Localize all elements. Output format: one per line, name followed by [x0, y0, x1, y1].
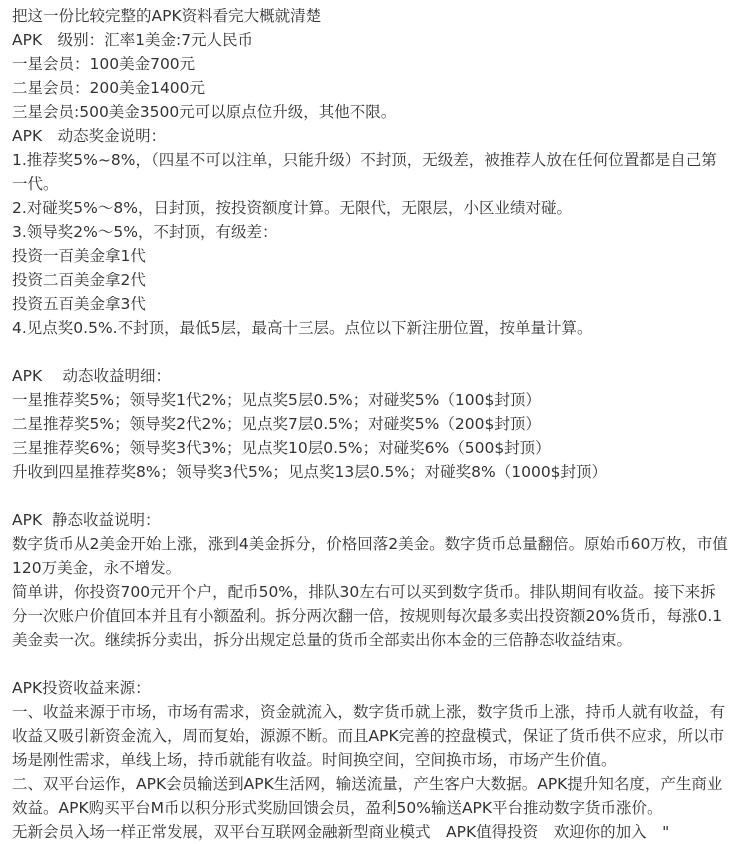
four-star-income-line: 升收到四星推荐奖8%；领导奖3代5%；见点奖13层0.5%；对碰奖8%（1000$封顶） — [12, 463, 608, 481]
level-rate-line: APK 级别：汇率1美金:7元人民币 — [12, 31, 254, 49]
three-star-income-line: 三星推荐奖6%；领导奖3代3%；见点奖10层0.5%；对碰奖6%（500$封顶） — [12, 439, 551, 457]
paragraph-gap — [12, 340, 728, 364]
leadership-tier-3: 投资五百美金拿3代 — [12, 295, 146, 313]
leadership-tier-2: 投资二百美金拿2代 — [12, 271, 146, 289]
dynamic-income-heading: APK 动态收益明细： — [12, 367, 172, 385]
static-income-paragraph-1: 数字货币从2美金开始上涨，涨到4美金拆分，价格回落2美金。数字货币总量翻倍。原始币60万枚，市值120万美金，永不增发。 — [12, 535, 728, 577]
static-income-heading: APK 静态收益说明： — [12, 511, 161, 529]
pairing-bonus-line: 2.对碰奖5%～8%，日封顶，按投资额度计算。无限代，无限层，小区业绩对碰。 — [12, 199, 572, 217]
dynamic-bonus-heading: APK 动态奖金说明： — [12, 127, 167, 145]
one-star-line: 一星会员：100美金700元 — [12, 55, 196, 73]
income-source-paragraph-2: 二、双平台运作，APK会员输送到APK生活网，输送流量，产生客户大数据。APK提升知名度，产生商业效益。APK购买平台M币以积分形式奖励回馈会员，盈利50%输送APK平台推动数字货币涨价。 — [12, 775, 723, 817]
income-source-paragraph-1: 一、收益来源于市场，市场有需求，资金就流入，数字货币就上涨，数字货币上涨，持币人就有收益，有收益又吸引新资金流入，周而复始，源源不断。而且APK完善的控盘模式，保证了货币供不应求，所以市场是刚性需求，单线上场，持币就能有收益。时间换空间，空间换市场，市场产生价值。 — [12, 703, 726, 769]
paragraph-gap — [12, 652, 728, 676]
one-star-income-line: 一星推荐奖5%；领导奖1代2%；见点奖5层0.5%；对碰奖5%（100$封顶） — [12, 391, 541, 409]
leadership-tier-1: 投资一百美金拿1代 — [12, 247, 146, 265]
referral-bonus-line: 1.推荐奖5%~8%，（四星不可以注单，只能升级）不封顶，无级差，被推荐人放在任何位置都是自己第一代。 — [12, 151, 717, 193]
three-star-line: 三星会员:500美金3500元可以原点位升级，其他不限。 — [12, 103, 397, 121]
income-source-heading: APK投资收益来源： — [12, 679, 151, 697]
paragraph-gap — [12, 484, 728, 508]
leadership-bonus-line: 3.领导奖2%～5%，不封顶，有级差： — [12, 223, 278, 241]
closing-line: 无新会员入场一样正常发展，双平台互联网金融新型商业模式 APK值得投资 欢迎你的加入 " — [12, 823, 670, 841]
intro-line: 把这一份比较完整的APK资料看完大概就清楚 — [12, 7, 322, 25]
static-income-paragraph-2: 简单讲，你投资700元开个户，配币50%，排队30左右可以买到数字货币。排队期间有收益。接下来拆分一次账户价值回本并且有小额盈利。拆分两次翻一倍，按规则每次最多卖出投资额20%货币，每涨0.1美金卖一次。继续拆分卖出，拆分出规定总量的货币全部卖出你本金的三倍静态收益结束。 — [12, 583, 723, 649]
two-star-line: 二星会员：200美金1400元 — [12, 79, 206, 97]
level-bonus-line: 4.见点奖0.5%.不封顶，最低5层，最高十三层。点位以下新注册位置，按单量计算。 — [12, 319, 593, 337]
two-star-income-line: 二星推荐奖5%；领导奖2代2%；见点奖7层0.5%；对碰奖5%（200$封顶） — [12, 415, 541, 433]
